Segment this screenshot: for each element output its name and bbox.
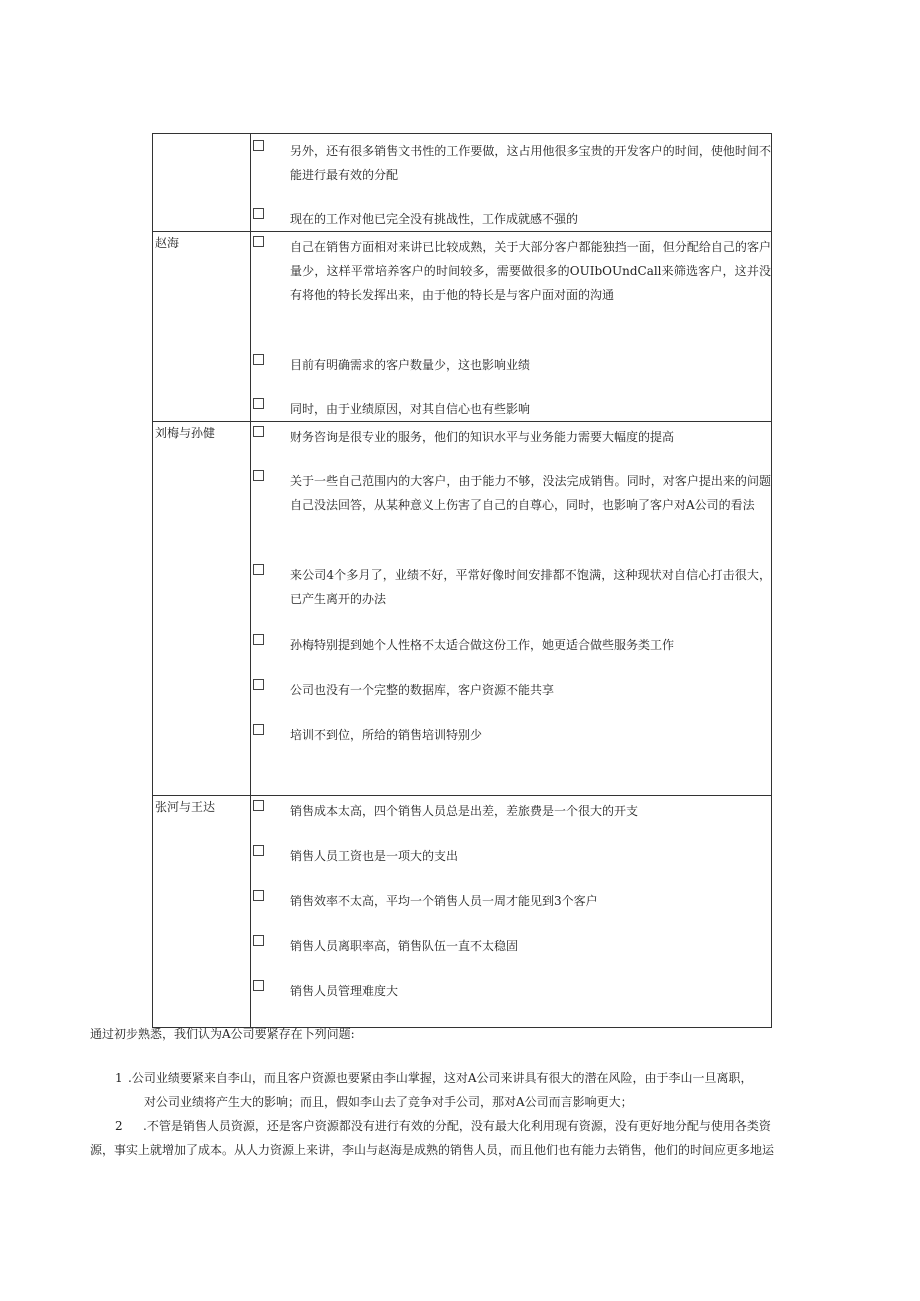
- checkbox-icon: [253, 208, 264, 219]
- list-item: [251, 934, 771, 979]
- point-text: .不管是销售人员资源，还是客户资源都没有进行有效的分配，没有最大化利用现有资源，没有更好地分配与使用各类资: [143, 1119, 771, 1133]
- checkbox-icon: [253, 935, 264, 946]
- intro-paragraph: 通过初步熟悉，我们认为A公司要紧存在卜列问题:: [90, 1027, 355, 1041]
- checkbox-icon: [253, 634, 264, 645]
- item-text: 另外，还有很多销售文书性的工作要做，这占用他很多宝贵的开发客户的时间，使他时间不能进行最有效的分配: [290, 144, 771, 182]
- list-item: [251, 799, 771, 844]
- item-text: 公司也没有一个完整的数据库，客户资源不能共享: [290, 683, 555, 697]
- list-item: [251, 353, 771, 397]
- problem-table: [152, 133, 772, 1028]
- item-text: 孙梅特别提到她个人性格不太适合做这份工作，她更适合做些服务类工作: [290, 638, 675, 652]
- point-number: 1: [115, 1071, 123, 1085]
- item-text: 销售人员离职率高，销售队伍一直不太稳固: [290, 939, 519, 953]
- list-item: [251, 207, 771, 231]
- list-item: [251, 844, 771, 889]
- row-name: 赵海: [155, 236, 180, 250]
- checkbox-icon: [253, 564, 264, 575]
- item-text: 销售人员管理难度大: [290, 984, 399, 998]
- list-item: [251, 979, 771, 1003]
- list-item: [251, 425, 771, 469]
- list-item: [251, 469, 771, 563]
- list-item: [251, 723, 771, 747]
- list-item: [251, 139, 771, 207]
- checkbox-icon: [253, 140, 264, 151]
- items-cell: [251, 796, 772, 1028]
- checkbox-icon: [253, 890, 264, 901]
- checkbox-icon: [253, 470, 264, 481]
- item-text: 关于一些自己范围内的大客户，由于能力不够，没法完成销售。同时，对客户提出来的问题自己没法回答，从某种意义上伤害了自己的自尊心，同时，也影响了客户对A公司的看法: [290, 474, 771, 512]
- row-name: 刘梅与孙健: [155, 426, 216, 440]
- items-cell: [251, 232, 772, 422]
- name-cell: [153, 796, 251, 1028]
- name-cell: [153, 232, 251, 422]
- table-row: [153, 232, 772, 422]
- items-cell: [251, 134, 772, 232]
- item-text: 来公司4个多月了，业绩不好，平常好像时间安排都不饱满，这种现状对自信心打击很大，已产生离开的办法: [290, 568, 771, 606]
- checkbox-icon: [253, 980, 264, 991]
- item-text: 销售成本太高，四个销售人员总是出差，差旅费是一个很大的开支: [290, 804, 639, 818]
- row-name: 张河与王达: [155, 800, 216, 814]
- checkbox-icon: [253, 800, 264, 811]
- point-text: 对公司业绩将产生大的影响；而且，假如李山去了竞争对手公司，那对A公司而言影响更大；: [144, 1095, 633, 1109]
- item-text: 销售人员工资也是一项大的支出: [290, 849, 459, 863]
- checkbox-icon: [253, 354, 264, 365]
- list-item: [251, 235, 771, 353]
- list-item: [251, 678, 771, 723]
- table-row: [153, 796, 772, 1028]
- item-text: 培训不到位，所给的销售培训特别少: [290, 728, 483, 742]
- point-text: .公司业绩要紧来自李山，而且客户资源也要紧由李山掌握，这对A公司来讲具有很大的潜在风险，由于李山一旦离职，: [128, 1071, 753, 1085]
- checkbox-icon: [253, 398, 264, 409]
- table-row: [153, 134, 772, 232]
- list-item: [251, 563, 771, 633]
- checkbox-icon: [253, 724, 264, 735]
- item-text: 同时，由于业绩原因，对其自信心也有些影响: [290, 402, 531, 416]
- item-text: 自己在销售方面相对来讲已比较成熟，关于大部分客户都能独挡一面，但分配给自己的客户量少，这样平常培养客户的时间较多，需要做很多的OUIbOUndCall来筛选客户，这并没有将他的特长发挥出来，由于他的特长是与客户面对面的沟通: [290, 240, 771, 302]
- checkbox-icon: [253, 845, 264, 856]
- name-cell: [153, 422, 251, 796]
- row-name: [153, 134, 250, 136]
- list-item: [251, 633, 771, 678]
- list-item: [251, 889, 771, 934]
- name-cell: [153, 134, 251, 232]
- point-text: 源，事实上就增加了成本。从人力资源上来讲，李山与赵海是成熟的销售人员，而且他们也有能力去销售，他们的时间应更多地运: [90, 1143, 775, 1157]
- checkbox-icon: [253, 679, 264, 690]
- checkbox-icon: [253, 236, 264, 247]
- table-row: [153, 422, 772, 796]
- checkbox-icon: [253, 426, 264, 437]
- item-text: 财务咨询是很专业的服务，他们的知识水平与业务能力需要大幅度的提高: [290, 430, 675, 444]
- item-text: 现在的工作对他已完全没有挑战性，工作成就感不强的: [290, 212, 579, 226]
- list-item: [251, 397, 771, 421]
- items-cell: [251, 422, 772, 796]
- item-text: 目前有明确需求的客户数量少，这也影响业绩: [290, 358, 531, 372]
- point-number: 2: [115, 1119, 123, 1133]
- item-text: 销售效率不太高，平均一个销售人员一周才能见到3个客户: [290, 894, 598, 908]
